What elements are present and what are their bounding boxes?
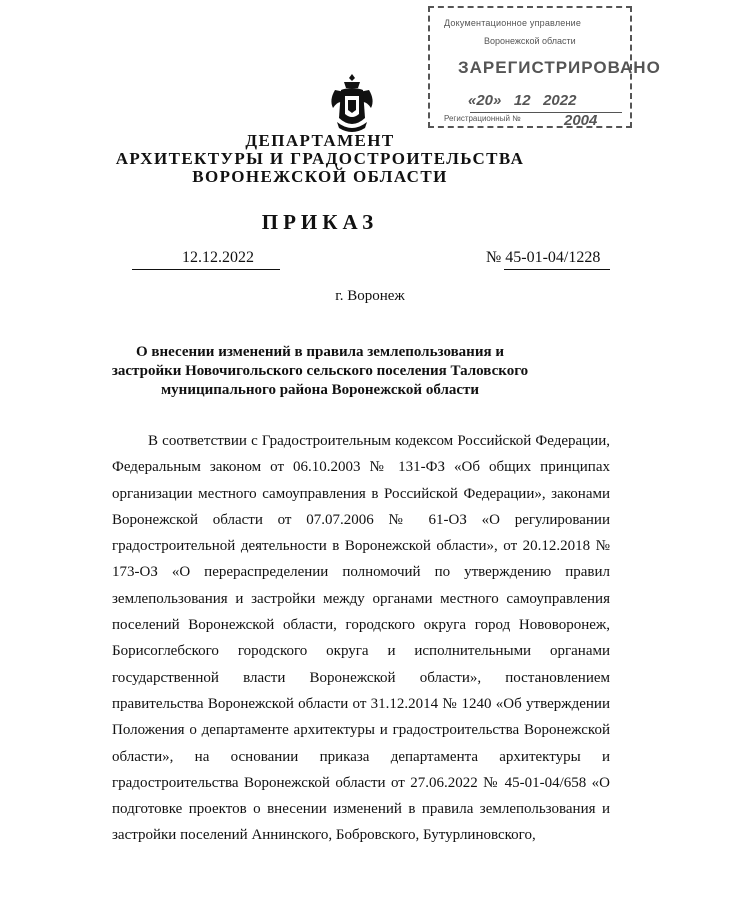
coat-of-arms-emblem-icon [327, 72, 377, 138]
stamp-org-line: Документационное управление [444, 18, 582, 28]
stamp-reg-number: 2004 [564, 112, 598, 129]
stamp-reg-label: Регистрационный № [444, 114, 521, 123]
order-body [112, 428, 610, 849]
order-date-field [132, 249, 280, 270]
stamp-date-line [470, 112, 622, 113]
document-type-title: ПРИКАЗ [261, 210, 379, 234]
stamp-date: «20» 12 2022 [468, 92, 577, 109]
order-number-underline [504, 269, 610, 270]
department-title-line2: АРХИТЕКТУРЫ И ГРАДОСТРОИТЕЛЬСТВА [115, 149, 525, 168]
stamp-region-line: Воронежской области [484, 36, 576, 46]
order-date: 12.12.2022 [182, 249, 254, 266]
body-paragraph: В соответствии с Градостроительным кодексом Российской Федерации, Федеральным законом от 06.10.2003 № 131-ФЗ «Об общих принципах организации местного самоуправления в Российской Федерации», законами Воронежской области от 07.07.2006 № 61-ОЗ «О регулировании градостроительной деятельности в Воронежской области», от 20.12.2018 № 173-ОЗ «О перераспределении полномочий по утверждению правил землепользования и застройки между органами местного самоуправления поселений Воронежской области, городского округа город Нововоронеж, Борисоглебского городского округа и исполнительными органами государственной власти Воронежской области», постановлением правительства Воронежской области от 31.12.2014 № 1240 «Об утверждении Положения о департаменте архитектуры и градостроительства Воронежской области», на основании приказа департамента архитектуры и градостроительства Воронежской области от 27.06.2022 № 45-01-04/658 «О подготовке проектов о внесении изменений в правила землепользования и застройки поселений Аннинского, Бобровского, Бутурлиновского, [112, 433, 610, 844]
order-number-field [486, 249, 610, 270]
order-subject: О внесении изменений в правила землепользования и застройки Новочигольского сельского поселения Таловского муниципального района Воронежской области [111, 344, 529, 398]
stamp-date-year: 2022 [543, 92, 577, 109]
department-title-line1: ДЕПАРТАМЕНТ [245, 131, 395, 150]
order-number: № 45-01-04/1228 [486, 249, 601, 266]
stamp-date-month: 12 [513, 92, 531, 109]
stamp-registered-label: ЗАРЕГИСТРИРОВАНО [458, 58, 661, 77]
order-date-underline [132, 269, 280, 270]
department-title-line3: ВОРОНЕЖСКОЙ ОБЛАСТИ [192, 167, 448, 186]
stamp-date-day: 20 [476, 92, 494, 109]
registration-stamp [428, 6, 661, 129]
city-line: г. Воронеж [335, 288, 405, 304]
